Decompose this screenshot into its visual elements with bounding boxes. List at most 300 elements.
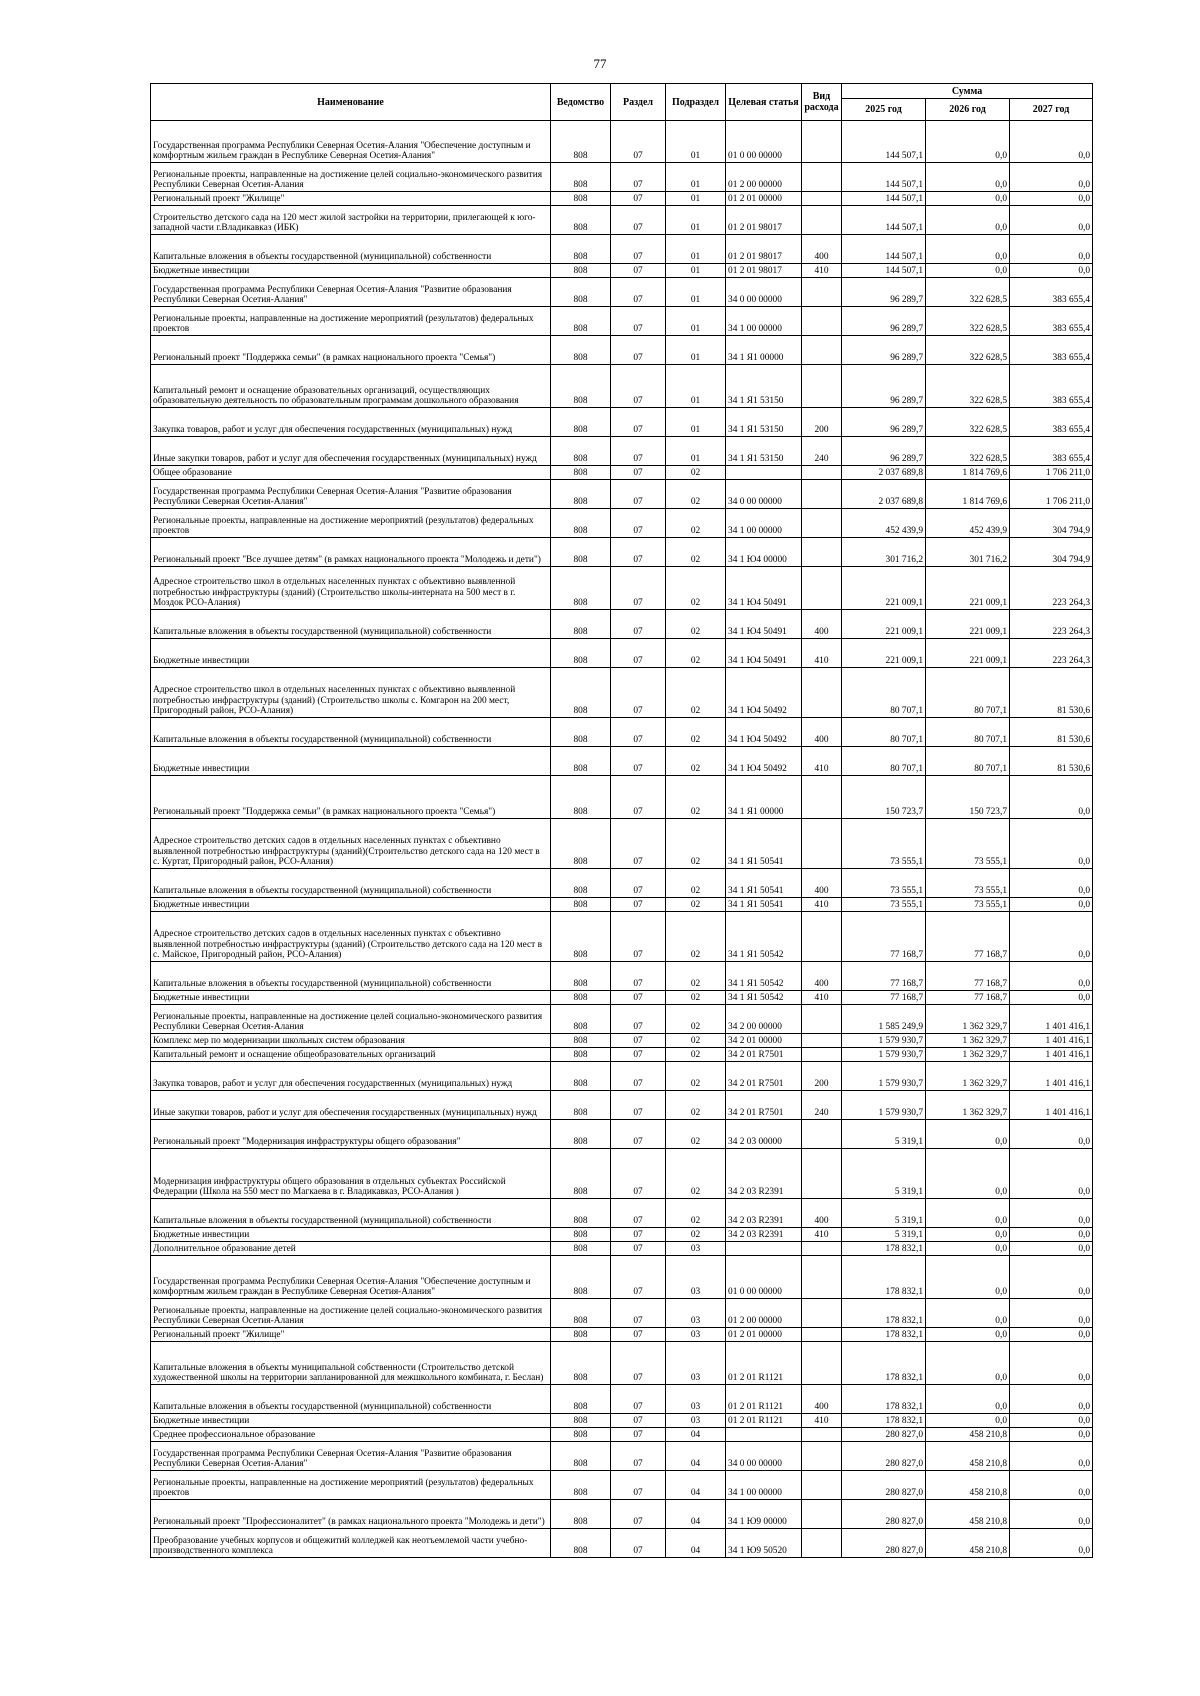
table-row [151, 1091, 1093, 1120]
row-name: Общее образование [151, 466, 551, 480]
row-name: Дополнительное образование детей [151, 1242, 551, 1256]
row-target: 01 2 01 R1121 [726, 1385, 802, 1414]
row-target: 34 1 Я1 50542 [726, 912, 802, 962]
row-subsection: 03 [666, 1414, 726, 1428]
row-type [802, 1428, 842, 1442]
row-2027: 0,0 [1010, 1471, 1093, 1500]
row-2026: 221 009,1 [926, 567, 1010, 610]
row-section: 07 [611, 718, 666, 747]
row-2025: 1 579 930,7 [842, 1062, 926, 1091]
row-dept: 808 [551, 1242, 611, 1256]
table-row [151, 912, 1093, 962]
row-2027: 0,0 [1010, 264, 1093, 278]
row-2027: 0,0 [1010, 1442, 1093, 1471]
row-2026: 458 210,8 [926, 1471, 1010, 1500]
row-subsection: 03 [666, 1342, 726, 1385]
table-row [151, 1005, 1093, 1034]
row-type [802, 668, 842, 718]
row-type [802, 1005, 842, 1034]
row-2026: 221 009,1 [926, 639, 1010, 668]
row-dept: 808 [551, 264, 611, 278]
row-2026: 221 009,1 [926, 610, 1010, 639]
page-number: 77 [593, 56, 607, 71]
row-dept: 808 [551, 278, 611, 307]
row-2026: 0,0 [926, 1199, 1010, 1228]
row-2025: 73 555,1 [842, 819, 926, 869]
row-2026: 73 555,1 [926, 819, 1010, 869]
header-2025: 2025 год [842, 99, 926, 121]
row-2025: 221 009,1 [842, 639, 926, 668]
header-name: Наименование [151, 84, 551, 121]
row-2026: 0,0 [926, 235, 1010, 264]
row-2025: 96 289,7 [842, 278, 926, 307]
row-dept: 808 [551, 1228, 611, 1242]
row-2026: 1 362 329,7 [926, 1005, 1010, 1034]
row-dept: 808 [551, 437, 611, 466]
row-section: 07 [611, 639, 666, 668]
row-target: 34 1 Ю4 50491 [726, 639, 802, 668]
table-row [151, 819, 1093, 869]
row-2027: 0,0 [1010, 1199, 1093, 1228]
row-subsection: 02 [666, 480, 726, 509]
row-section: 07 [611, 163, 666, 192]
row-name: Государственная программа Республики Северная Осетия-Алания "Развитие образования Республики Северная Осетия-Алания" [151, 1442, 551, 1471]
row-2025: 80 707,1 [842, 747, 926, 776]
row-subsection: 01 [666, 121, 726, 163]
row-2027: 1 706 211,0 [1010, 480, 1093, 509]
row-2025: 178 832,1 [842, 1342, 926, 1385]
table-row [151, 1149, 1093, 1199]
row-2026: 1 814 769,6 [926, 466, 1010, 480]
table-row [151, 235, 1093, 264]
row-target: 01 2 00 00000 [726, 163, 802, 192]
row-dept: 808 [551, 1120, 611, 1149]
table-row [151, 718, 1093, 747]
row-type [802, 1529, 842, 1558]
row-2025: 144 507,1 [842, 192, 926, 206]
row-2025: 280 827,0 [842, 1500, 926, 1529]
row-dept: 808 [551, 1428, 611, 1442]
row-dept: 808 [551, 336, 611, 365]
row-name: Региональный проект "Жилище" [151, 192, 551, 206]
row-2026: 322 628,5 [926, 336, 1010, 365]
row-subsection: 02 [666, 1034, 726, 1048]
row-dept: 808 [551, 1062, 611, 1091]
row-type [802, 1120, 842, 1149]
row-2026: 0,0 [926, 1149, 1010, 1199]
row-2026: 0,0 [926, 192, 1010, 206]
row-target: 34 1 Я1 53150 [726, 408, 802, 437]
row-2026: 1 362 329,7 [926, 1048, 1010, 1062]
row-2027: 383 655,4 [1010, 278, 1093, 307]
row-subsection: 02 [666, 991, 726, 1005]
row-type [802, 1471, 842, 1500]
row-2027: 0,0 [1010, 163, 1093, 192]
row-name: Государственная программа Республики Северная Осетия-Алания "Развитие образования Республики Северная Осетия-Алания" [151, 480, 551, 509]
table-row [151, 336, 1093, 365]
row-2026: 0,0 [926, 1120, 1010, 1149]
row-2027: 0,0 [1010, 898, 1093, 912]
row-subsection: 02 [666, 639, 726, 668]
row-2027: 0,0 [1010, 819, 1093, 869]
row-2027: 81 530,6 [1010, 668, 1093, 718]
row-2025: 150 723,7 [842, 776, 926, 819]
row-target: 34 1 00 00000 [726, 307, 802, 336]
row-section: 07 [611, 1414, 666, 1428]
row-2026: 458 210,8 [926, 1529, 1010, 1558]
budget-table [150, 83, 1093, 1558]
table-row [151, 1385, 1093, 1414]
row-2026: 1 362 329,7 [926, 1062, 1010, 1091]
row-section: 07 [611, 610, 666, 639]
row-2026: 322 628,5 [926, 437, 1010, 466]
row-dept: 808 [551, 819, 611, 869]
row-section: 07 [611, 912, 666, 962]
row-section: 07 [611, 509, 666, 538]
row-dept: 808 [551, 1005, 611, 1034]
row-dept: 808 [551, 1342, 611, 1385]
row-target: 01 2 01 R1121 [726, 1342, 802, 1385]
row-2026: 322 628,5 [926, 365, 1010, 408]
row-section: 07 [611, 307, 666, 336]
row-subsection: 02 [666, 1149, 726, 1199]
table-row [151, 1048, 1093, 1062]
row-2025: 96 289,7 [842, 408, 926, 437]
row-section: 07 [611, 776, 666, 819]
row-2027: 0,0 [1010, 1385, 1093, 1414]
row-2027: 0,0 [1010, 1228, 1093, 1242]
row-2025: 77 168,7 [842, 962, 926, 991]
row-2027: 0,0 [1010, 869, 1093, 898]
table-row [151, 437, 1093, 466]
table-row [151, 1199, 1093, 1228]
row-type: 410 [802, 1228, 842, 1242]
row-type [802, 192, 842, 206]
row-subsection: 02 [666, 668, 726, 718]
row-dept: 808 [551, 747, 611, 776]
row-2026: 0,0 [926, 121, 1010, 163]
table-row [151, 776, 1093, 819]
row-dept: 808 [551, 538, 611, 567]
row-subsection: 02 [666, 898, 726, 912]
row-2025: 178 832,1 [842, 1385, 926, 1414]
row-2027: 0,0 [1010, 1428, 1093, 1442]
row-2027: 0,0 [1010, 1120, 1093, 1149]
row-name: Капитальные вложения в объекты государственной (муниципальной) собственности [151, 962, 551, 991]
row-type: 400 [802, 962, 842, 991]
row-2025: 1 579 930,7 [842, 1091, 926, 1120]
row-section: 07 [611, 1342, 666, 1385]
row-dept: 808 [551, 1256, 611, 1299]
header-sum: Сумма [842, 84, 1093, 99]
row-2026: 1 362 329,7 [926, 1091, 1010, 1120]
row-2026: 80 707,1 [926, 668, 1010, 718]
row-2027: 1 706 211,0 [1010, 466, 1093, 480]
row-subsection: 01 [666, 192, 726, 206]
row-target: 01 2 01 98017 [726, 206, 802, 235]
row-dept: 808 [551, 991, 611, 1005]
row-section: 07 [611, 235, 666, 264]
row-name: Государственная программа Республики Северная Осетия-Алания "Обеспечение доступным и комфортным жильем граждан в Республике Северная Осетия-Алания" [151, 1256, 551, 1299]
row-dept: 808 [551, 962, 611, 991]
row-subsection: 02 [666, 509, 726, 538]
table-row [151, 1471, 1093, 1500]
table-row [151, 747, 1093, 776]
row-2025: 144 507,1 [842, 121, 926, 163]
row-target: 34 1 Ю9 00000 [726, 1500, 802, 1529]
row-dept: 808 [551, 776, 611, 819]
row-2027: 383 655,4 [1010, 336, 1093, 365]
row-type: 410 [802, 639, 842, 668]
row-subsection: 02 [666, 1228, 726, 1242]
row-2025: 1 585 249,9 [842, 1005, 926, 1034]
row-section: 07 [611, 264, 666, 278]
row-2027: 1 401 416,1 [1010, 1048, 1093, 1062]
row-name: Региональные проекты, направленные на достижение целей социально-экономического развития Республики Северная Осетия-Алания [151, 163, 551, 192]
row-2025: 96 289,7 [842, 365, 926, 408]
row-type: 410 [802, 264, 842, 278]
row-2025: 280 827,0 [842, 1428, 926, 1442]
row-2025: 96 289,7 [842, 307, 926, 336]
table-row [151, 192, 1093, 206]
row-target: 34 1 00 00000 [726, 1471, 802, 1500]
row-target: 34 1 Ю4 50492 [726, 747, 802, 776]
row-target: 34 0 00 00000 [726, 1442, 802, 1471]
row-subsection: 02 [666, 1048, 726, 1062]
row-2027: 0,0 [1010, 1299, 1093, 1328]
row-2026: 0,0 [926, 1256, 1010, 1299]
row-name: Региональные проекты, направленные на достижение целей социально-экономического развития Республики Северная Осетия-Алания [151, 1005, 551, 1034]
row-2025: 5 319,1 [842, 1199, 926, 1228]
row-target: 34 1 Я1 53150 [726, 437, 802, 466]
table-row [151, 1428, 1093, 1442]
row-name: Региональные проекты, направленные на достижение мероприятий (результатов) федеральных проектов [151, 509, 551, 538]
row-name: Бюджетные инвестиции [151, 1414, 551, 1428]
row-target: 34 1 Ю9 50520 [726, 1529, 802, 1558]
row-subsection: 02 [666, 567, 726, 610]
row-subsection: 02 [666, 747, 726, 776]
table-row [151, 1500, 1093, 1529]
row-type [802, 912, 842, 962]
row-dept: 808 [551, 307, 611, 336]
row-2027: 383 655,4 [1010, 408, 1093, 437]
row-dept: 808 [551, 1149, 611, 1199]
row-section: 07 [611, 962, 666, 991]
row-name: Государственная программа Республики Северная Осетия-Алания "Развитие образования Республики Северная Осетия-Алания" [151, 278, 551, 307]
row-type [802, 206, 842, 235]
row-type [802, 776, 842, 819]
row-2026: 0,0 [926, 1342, 1010, 1385]
row-section: 07 [611, 1385, 666, 1414]
row-2025: 1 579 930,7 [842, 1034, 926, 1048]
row-subsection: 03 [666, 1256, 726, 1299]
row-target: 34 1 Я1 53150 [726, 365, 802, 408]
row-type: 410 [802, 1414, 842, 1428]
row-type [802, 1242, 842, 1256]
row-2027: 0,0 [1010, 121, 1093, 163]
header-2027: 2027 год [1010, 99, 1093, 121]
table-row [151, 869, 1093, 898]
row-type: 200 [802, 1062, 842, 1091]
row-section: 07 [611, 869, 666, 898]
row-2025: 77 168,7 [842, 991, 926, 1005]
row-dept: 808 [551, 121, 611, 163]
row-subsection: 01 [666, 264, 726, 278]
row-name: Среднее профессиональное образование [151, 1428, 551, 1442]
row-target: 34 1 Я1 50541 [726, 898, 802, 912]
row-subsection: 03 [666, 1299, 726, 1328]
row-2027: 0,0 [1010, 991, 1093, 1005]
row-name: Региональный проект "Поддержка семьи" (в рамках национального проекта "Семья") [151, 336, 551, 365]
row-target: 34 1 Я1 50541 [726, 819, 802, 869]
row-target [726, 466, 802, 480]
row-dept: 808 [551, 912, 611, 962]
row-type [802, 1299, 842, 1328]
table-row [151, 1442, 1093, 1471]
row-name: Капитальный ремонт и оснащение общеобразовательных организаций [151, 1048, 551, 1062]
row-dept: 808 [551, 1442, 611, 1471]
row-name: Бюджетные инвестиции [151, 264, 551, 278]
row-2027: 0,0 [1010, 1414, 1093, 1428]
row-dept: 808 [551, 1500, 611, 1529]
row-type [802, 567, 842, 610]
row-section: 07 [611, 1034, 666, 1048]
row-type [802, 466, 842, 480]
row-type [802, 1034, 842, 1048]
row-type: 410 [802, 991, 842, 1005]
row-section: 07 [611, 1091, 666, 1120]
row-name: Капитальные вложения в объекты государственной (муниципальной) собственности [151, 869, 551, 898]
row-section: 07 [611, 1242, 666, 1256]
header-2026: 2026 год [926, 99, 1010, 121]
row-name: Бюджетные инвестиции [151, 991, 551, 1005]
row-2025: 280 827,0 [842, 1442, 926, 1471]
row-2026: 458 210,8 [926, 1442, 1010, 1471]
row-name: Адресное строительство школ в отдельных населенных пунктах с объективно выявленной потребностью инфраструктуры (зданий) (Строительство школы с. Комгарон на 200 мест, Пригородный район, РСО-Алания) [151, 668, 551, 718]
row-target: 01 2 01 00000 [726, 1328, 802, 1342]
row-type: 200 [802, 408, 842, 437]
row-target: 34 1 Я1 00000 [726, 776, 802, 819]
row-section: 07 [611, 1471, 666, 1500]
row-subsection: 01 [666, 278, 726, 307]
table-row [151, 639, 1093, 668]
row-section: 07 [611, 1529, 666, 1558]
table-row [151, 538, 1093, 567]
row-2025: 2 037 689,8 [842, 466, 926, 480]
row-subsection: 03 [666, 1328, 726, 1342]
row-type: 400 [802, 235, 842, 264]
header-dept: Ведомство [551, 84, 611, 121]
row-name: Капитальные вложения в объекты государственной (муниципальной) собственности [151, 235, 551, 264]
row-dept: 808 [551, 365, 611, 408]
row-2026: 0,0 [926, 1242, 1010, 1256]
row-section: 07 [611, 365, 666, 408]
row-target: 34 2 03 00000 [726, 1120, 802, 1149]
row-section: 07 [611, 336, 666, 365]
row-type: 400 [802, 718, 842, 747]
row-dept: 808 [551, 869, 611, 898]
row-dept: 808 [551, 567, 611, 610]
row-2027: 0,0 [1010, 1342, 1093, 1385]
row-2027: 1 401 416,1 [1010, 1062, 1093, 1091]
row-subsection: 02 [666, 466, 726, 480]
row-2025: 96 289,7 [842, 336, 926, 365]
row-dept: 808 [551, 1471, 611, 1500]
table-row [151, 509, 1093, 538]
table-row [151, 1120, 1093, 1149]
row-2027: 223 264,3 [1010, 610, 1093, 639]
row-target: 34 2 03 R2391 [726, 1149, 802, 1199]
table-row [151, 991, 1093, 1005]
row-target: 01 0 00 00000 [726, 121, 802, 163]
table-row [151, 1228, 1093, 1242]
row-2027: 81 530,6 [1010, 747, 1093, 776]
row-dept: 808 [551, 668, 611, 718]
row-target: 34 1 Я1 50542 [726, 991, 802, 1005]
row-subsection: 02 [666, 1199, 726, 1228]
row-dept: 808 [551, 610, 611, 639]
row-2026: 322 628,5 [926, 307, 1010, 336]
row-2025: 178 832,1 [842, 1414, 926, 1428]
row-subsection: 04 [666, 1428, 726, 1442]
row-name: Бюджетные инвестиции [151, 898, 551, 912]
row-2026: 0,0 [926, 1385, 1010, 1414]
table-row [151, 1342, 1093, 1385]
row-target: 34 1 Ю4 50491 [726, 567, 802, 610]
row-2025: 2 037 689,8 [842, 480, 926, 509]
row-2027: 0,0 [1010, 235, 1093, 264]
row-section: 07 [611, 1199, 666, 1228]
row-2025: 5 319,1 [842, 1120, 926, 1149]
row-name: Региональный проект "Поддержка семьи" (в рамках национального проекта "Семья") [151, 776, 551, 819]
table-row [151, 962, 1093, 991]
row-2027: 1 401 416,1 [1010, 1034, 1093, 1048]
row-target: 01 2 01 98017 [726, 235, 802, 264]
row-name: Региональные проекты, направленные на достижение целей социально-экономического развития Республики Северная Осетия-Алания [151, 1299, 551, 1328]
row-subsection: 03 [666, 1242, 726, 1256]
row-type [802, 1048, 842, 1062]
row-section: 07 [611, 437, 666, 466]
row-2025: 301 716,2 [842, 538, 926, 567]
row-2026: 77 168,7 [926, 912, 1010, 962]
row-section: 07 [611, 278, 666, 307]
row-2026: 0,0 [926, 1328, 1010, 1342]
row-name: Иные закупки товаров, работ и услуг для обеспечения государственных (муниципальных) нужд [151, 1091, 551, 1120]
row-2027: 0,0 [1010, 1529, 1093, 1558]
row-target: 34 2 01 00000 [726, 1034, 802, 1048]
row-2027: 304 794,9 [1010, 509, 1093, 538]
row-section: 07 [611, 1228, 666, 1242]
row-section: 07 [611, 480, 666, 509]
row-subsection: 01 [666, 307, 726, 336]
row-type [802, 1442, 842, 1471]
row-dept: 808 [551, 1048, 611, 1062]
row-target: 34 2 01 R7501 [726, 1091, 802, 1120]
row-2026: 150 723,7 [926, 776, 1010, 819]
row-name: Капитальные вложения в объекты государственной (муниципальной) собственности [151, 1385, 551, 1414]
row-section: 07 [611, 408, 666, 437]
row-2025: 144 507,1 [842, 163, 926, 192]
row-section: 07 [611, 192, 666, 206]
row-subsection: 02 [666, 1120, 726, 1149]
row-type: 410 [802, 747, 842, 776]
table-header [151, 84, 1093, 121]
row-dept: 808 [551, 1385, 611, 1414]
table-row [151, 1414, 1093, 1428]
row-section: 07 [611, 1062, 666, 1091]
row-subsection: 02 [666, 718, 726, 747]
table-row [151, 264, 1093, 278]
